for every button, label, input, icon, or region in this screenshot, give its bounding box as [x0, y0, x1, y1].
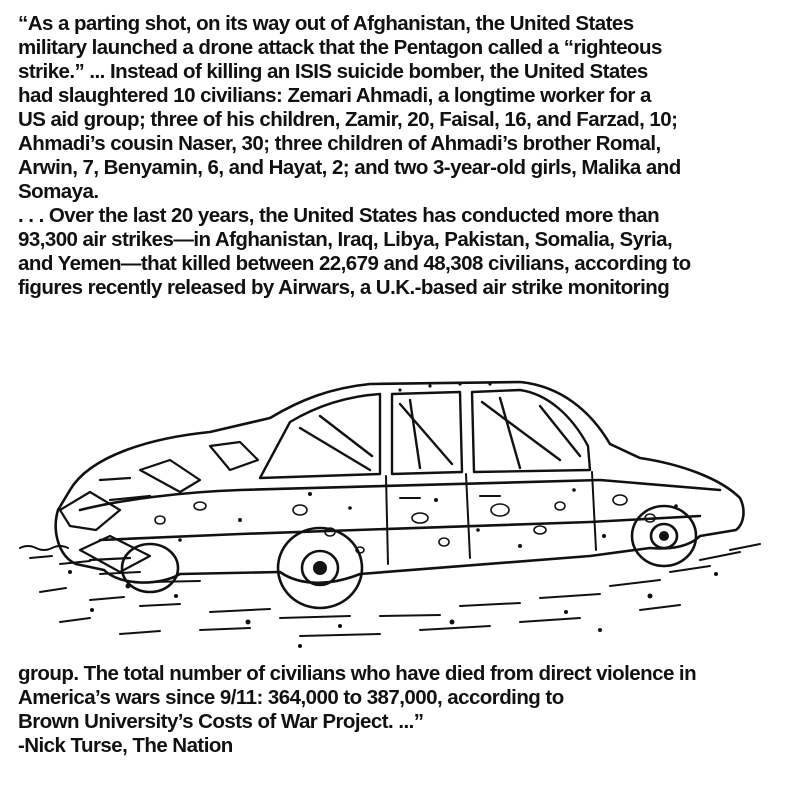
quote-line: US aid group; three of his children, Zamir, 20, Faisal, 16, and Farzad, 10; — [18, 108, 678, 131]
quote-line: America’s wars since 9/11: 364,000 to 387,000, according to — [18, 686, 564, 709]
shrapnel-dots — [178, 382, 678, 548]
quote-line: . . . Over the last 20 years, the United States has conducted more than — [18, 204, 660, 227]
quote-line: Brown University’s Costs of War Project. ...” — [18, 710, 424, 733]
quote-line: group. The total number of civilians who have died from direct violence in — [18, 662, 697, 685]
quote-line: had slaughtered 10 civilians: Zemari Ahmadi, a longtime worker for a — [18, 84, 651, 107]
quote-line: 93,300 air strikes—in Afghanistan, Iraq, Libya, Pakistan, Somalia, Syria, — [18, 228, 673, 251]
quote-line: military launched a drone attack that the Pentagon called a “righteous — [18, 36, 662, 59]
quote-line: strike.” ... Instead of killing an ISIS suicide bomber, the United States — [18, 60, 648, 83]
quote-line: and Yemen—that killed between 22,679 and 48,308 civilians, according to — [18, 252, 691, 275]
destroyed-car-icon — [0, 360, 792, 660]
quote-line: figures recently released by Airwars, a U.K.-based air strike monitoring — [18, 276, 670, 299]
quote-line: Ahmadi’s cousin Naser, 30; three children of Ahmadi’s brother Romal, — [18, 132, 661, 155]
quote-text-top — [18, 12, 778, 300]
shrapnel-holes — [155, 495, 655, 553]
quote-line: “As a parting shot, on its way out of Afghanistan, the United States — [18, 12, 634, 35]
quote-text-bottom — [18, 662, 778, 758]
car-body — [56, 382, 744, 583]
quote-line: Somaya. — [18, 180, 99, 203]
car-windows — [260, 390, 590, 478]
quote-line: Arwin, 7, Benyamin, 6, and Hayat, 2; and two 3-year-old girls, Malika and — [18, 156, 681, 179]
attribution: -Nick Turse, The Nation — [18, 734, 233, 757]
